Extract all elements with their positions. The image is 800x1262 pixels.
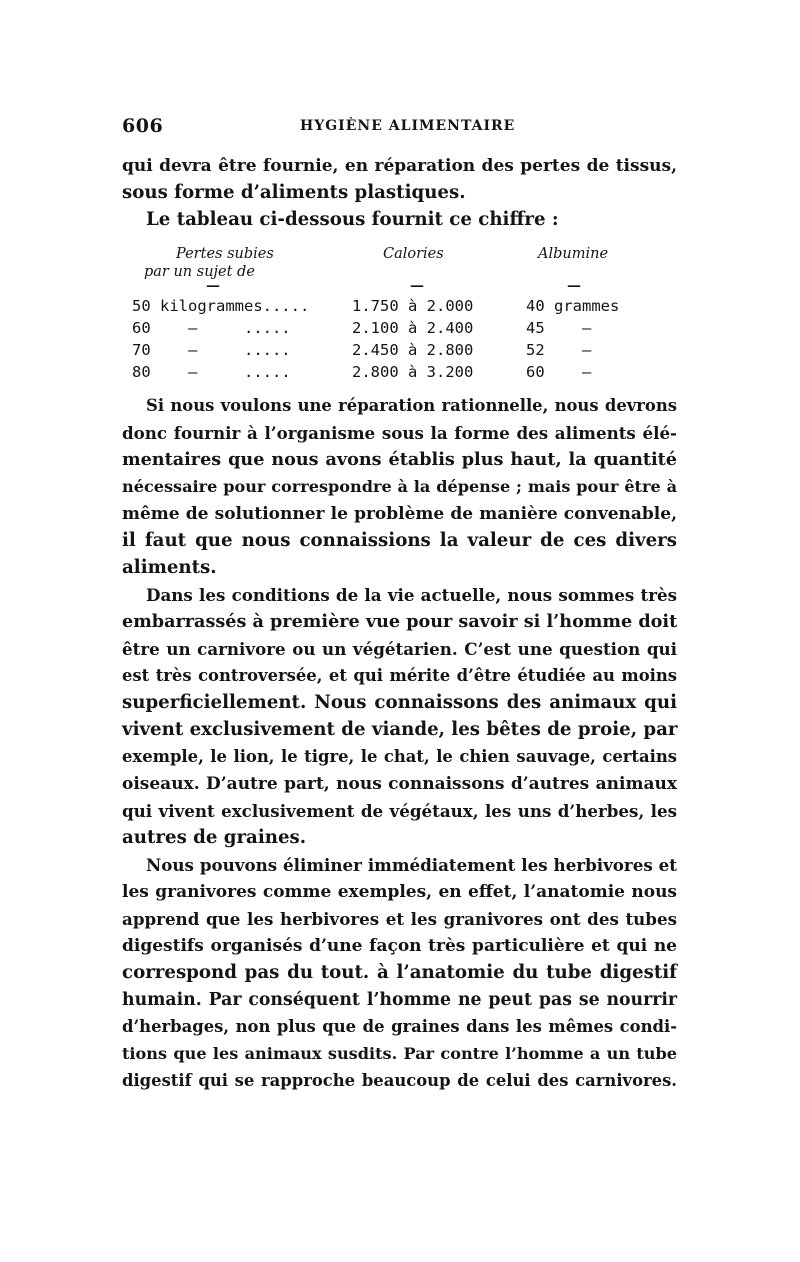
table-header-dash: — (410, 278, 424, 294)
table-header-weight-sub: par un sujet de (144, 264, 255, 280)
body-line: autres de graines. (122, 827, 307, 848)
table-cell-calories: 2.100 à 2.400 (352, 319, 474, 337)
table-cell-albumine: 52 — (526, 341, 592, 359)
table-header-albumine: Albumine (538, 246, 609, 262)
body-line: nécessaire pour correspondre à la dépense ; mais pour être à (122, 477, 677, 496)
body-line: correspond pas du tout. à l’anatomie du tube digestif (122, 962, 677, 983)
body-line: les granivores comme exemples, en effet, l’anatomie nous (122, 882, 677, 902)
running-title: HYGIÈNE ALIMENTAIRE (300, 118, 516, 134)
body-line: Si nous voulons une réparation rationnelle, nous devrons (146, 396, 677, 415)
body-line: tions que les animaux susdits. Par contre l’homme a un tube (122, 1044, 677, 1063)
body-line: aliments. (122, 557, 217, 578)
table-cell-albumine: 60 — (526, 363, 592, 381)
body-line: même de solutionner le problème de manière convenable, (122, 504, 677, 524)
body-line: est très controversée, et qui mérite d’être étudiée au moins (122, 666, 677, 685)
table-cell-calories: 2.450 à 2.800 (352, 341, 474, 359)
table-header-dash: — (567, 278, 581, 294)
table-header-calories: Calories (383, 246, 444, 262)
body-line: mentaires que nous avons établis plus haut, la quantité (122, 449, 677, 470)
body-line: être un carnivore ou un végétarien. C’est une question qui (122, 639, 677, 659)
running-head (122, 115, 682, 139)
body-line: donc fournir à l’organisme sous la forme des aliments élé- (122, 423, 677, 443)
table-cell-calories: 2.800 à 3.200 (352, 363, 474, 381)
table-cell-calories: 1.750 à 2.000 (352, 297, 474, 315)
body-line: vivent exclusivement de viande, les bêtes de proie, par (122, 719, 678, 740)
table-cell-weight: 70 — ..... (132, 341, 291, 359)
table-cell-albumine: 40 grammes (526, 297, 620, 315)
table-cell-weight: 50 kilogrammes..... (132, 297, 310, 315)
body-line: Le tableau ci-dessous fournit ce chiffre : (146, 209, 559, 230)
body-line: apprend que les herbivores et les granivores ont des tubes (122, 909, 677, 929)
body-line: il faut que nous connaissions la valeur de ces divers (122, 530, 677, 551)
table-cell-weight: 60 — ..... (132, 319, 291, 337)
table-header-weight: Pertes subies (176, 246, 274, 262)
body-line: exemple, le lion, le tigre, le chat, le chien sauvage, certains (122, 747, 677, 766)
table-header-dash: — (206, 278, 220, 294)
table-cell-albumine: 45 — (526, 319, 592, 337)
body-line: superficiellement. Nous connaissons des animaux qui (122, 692, 677, 713)
body-line: qui devra être fournie, en réparation des pertes de tissus, (122, 156, 677, 176)
body-line: sous forme d’aliments plastiques. (122, 182, 466, 203)
page-number: 606 (122, 115, 164, 137)
body-line: oiseaux. D’autre part, nous connaissons d’autres animaux (122, 774, 677, 794)
body-line: digestif qui se rapproche beaucoup de celui des carnivores. (122, 1071, 677, 1090)
body-line: qui vivent exclusivement de végétaux, les uns d’herbes, les (122, 801, 677, 821)
table-cell-weight: 80 — ..... (132, 363, 291, 381)
body-line: humain. Par conséquent l’homme ne peut pas se nourrir (122, 990, 677, 1010)
body-line: Nous pouvons éliminer immédiatement les herbivores et (146, 855, 677, 875)
body-line: d’herbages, non plus que de graines dans les mêmes condi- (122, 1017, 677, 1036)
body-line: Dans les conditions de la vie actuelle, nous sommes très (146, 585, 677, 605)
body-line: digestifs organisés d’une façon très particulière et qui ne (122, 936, 677, 956)
body-line: embarrassés à première vue pour savoir si l’homme doit (122, 611, 678, 632)
